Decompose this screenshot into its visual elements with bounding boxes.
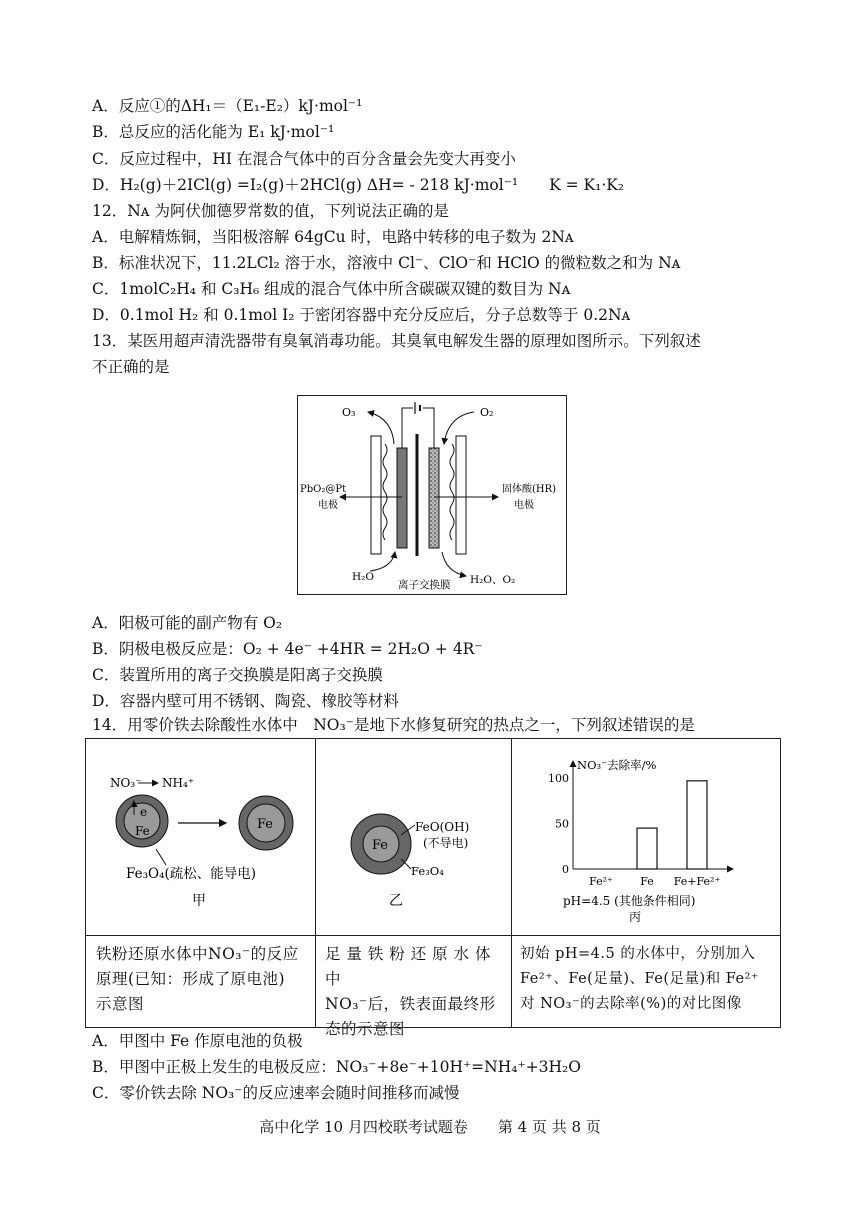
option-d-q12: D．0.1mol H₂ 和 0.1mol I₂ 于密闭容器中充分反应后，分子总数等于 0.2Nᴀ (92, 306, 631, 324)
h2o-o2-out-label: H₂O、O₂ (470, 574, 516, 586)
nh4-label: NH₄⁺ (162, 776, 195, 790)
option-c-q13: C．装置所用的离子交换膜是阳离子交换膜 (92, 666, 383, 684)
chart-ytick-label: 50 (555, 817, 569, 831)
chart-category-label: Fe+Fe²⁺ (673, 875, 721, 888)
table-cell-2-line-1: 足 量 铁 粉 还 原 水 体 中 (325, 945, 491, 988)
fe-core-label: Fe (135, 824, 150, 838)
chart-bar (687, 781, 707, 869)
table-cell-1-line-1: 铁粉还原水体中NO₃⁻的反应 (96, 945, 299, 963)
table-cell-3-line-2: Fe²⁺、Fe(足量)、Fe(足量)和 Fe²⁺ (520, 971, 760, 987)
figure-yi-caption: 乙 (389, 893, 403, 909)
table-cell-3 (520, 942, 776, 1017)
option-d-q13: D．容器内壁可用不锈钢、陶瓷、橡胶等材料 (92, 692, 399, 710)
option-b-q13: B．阴极电极反应是：O₂ + 4e⁻ +4HR = 2H₂O + 4R⁻ (92, 640, 483, 658)
option-c-q12: C．1molC₂H₄ 和 C₃H₆ 组成的混合气体中所含碳碳双键的数目为 Nᴀ (92, 280, 571, 298)
table-cell-2 (325, 942, 507, 1042)
table-cell-3-line-3: 对 NO₃⁻的去除率(%)的对比图像 (520, 996, 742, 1012)
left-electrode-label-2: 电极 (318, 500, 338, 511)
question-12-stem: 12．Nᴀ 为阿伏伽德罗常数的值，下列说法正确的是 (92, 202, 449, 220)
option-c-q11: C．反应过程中，HI 在混合气体中的百分含量会先变大再变小 (92, 150, 516, 168)
option-b-q14: B．甲图中正极上发生的电极反应：NO₃⁻+8e⁻+10H⁺=NH₄⁺+3H₂O (92, 1058, 581, 1076)
fe3o4-label: Fe₃O₄(疏松、能导电) (126, 866, 257, 882)
table-cell-3-line-1: 初始 pH=4.5 的水体中，分别加入 (520, 946, 756, 962)
ozone-generator-diagram (298, 396, 566, 594)
question-13-stem-cont: 不正确的是 (92, 358, 170, 376)
chart-ytick-label: 0 (562, 863, 569, 876)
question-14-stem: 14．用零价铁去除酸性水体中 NO₃⁻是地下水修复研究的热点之一，下列叙述错误的是 (92, 716, 695, 734)
chart-bar (637, 828, 657, 869)
figure-yi (315, 739, 511, 935)
option-a-q13: A．阳极可能的副产物有 O₂ (92, 614, 283, 632)
chart-category-label: Fe (640, 875, 654, 888)
option-a-q12: A．电解精炼铜，当阳极溶解 64gCu 时，电路中转移的电子数为 2Nᴀ (92, 228, 574, 246)
figure-jia-caption: 甲 (192, 893, 206, 909)
table-cell-1-line-2: 原理(已知：形成了原电池) (96, 970, 286, 988)
figure-bing-chart (511, 739, 777, 935)
page-footer: 高中化学 10 月四校联考试题卷 第 4 页 共 8 页 (259, 1118, 601, 1136)
table-cell-1-line-3: 示意图 (96, 995, 145, 1013)
table-row-divider (86, 935, 780, 936)
right-electrode-label-2: 电极 (514, 500, 534, 511)
h2o-in-label: H₂O (352, 571, 374, 583)
table-cell-1 (96, 942, 308, 1017)
no3-label: NO₃⁻ (110, 776, 142, 790)
o2-label: O₂ (480, 406, 494, 419)
membrane-label: 离子交换膜 (398, 579, 451, 591)
fe-right-label: Fe (257, 817, 274, 832)
fe-core-label-yi: Fe (372, 838, 389, 853)
chart-ytick-label: 100 (548, 772, 569, 786)
option-a-q14: A．甲图中 Fe 作原电池的负极 (92, 1032, 303, 1050)
option-b-q11: B．总反应的活化能为 E₁ kJ·mol⁻¹ (92, 123, 335, 141)
question-13-stem: 13．某医用超声清洗器带有臭氧消毒功能。其臭氧电解发生器的原理如图所示。下列叙述 (92, 332, 701, 350)
ozone-generator-figure (297, 395, 567, 595)
option-d-q11: D．H₂(g)＋2ICl(g) =I₂(g)＋2HCl(g) ΔH= - 218 kJ·mol⁻¹ K = K₁·K₂ (92, 176, 625, 194)
figure-bing-caption: 丙 (629, 910, 642, 924)
figure-jia (86, 739, 315, 935)
question-14-table (85, 738, 781, 1038)
o3-label: O₃ (342, 406, 356, 419)
feooh-note: (不导电) (423, 836, 469, 850)
fe3o4-label-yi: Fe₃O₄ (411, 864, 444, 878)
chart-category-label: Fe²⁺ (589, 875, 613, 888)
table-cell-2-line-2: NO₃⁻后，铁表面最终形 (325, 995, 496, 1013)
table-cell-2-line-3: 态的示意图 (325, 1020, 406, 1038)
right-electrode-label: 固体酸(HR) (502, 484, 557, 495)
electron-label: e (140, 805, 148, 819)
option-a-q11: A．反应①的ΔH₁＝（E₁-E₂）kJ·mol⁻¹ (92, 97, 363, 115)
y-axis-label: NO₃⁻去除率/% (577, 758, 657, 772)
chart-condition-label: pH=4.5 (其他条件相同) (563, 894, 696, 908)
option-c-q14: C．零价铁去除 NO₃⁻的反应速率会随时间推移而减慢 (92, 1084, 460, 1102)
left-electrode-label: PbO₂@Pt (300, 484, 347, 495)
feooh-label: FeO(OH) (415, 820, 470, 834)
option-b-q12: B．标准状况下，11.2LCl₂ 溶于水，溶液中 Cl⁻、ClO⁻和 HClO 的微粒数之和为 Nᴀ (92, 254, 681, 272)
